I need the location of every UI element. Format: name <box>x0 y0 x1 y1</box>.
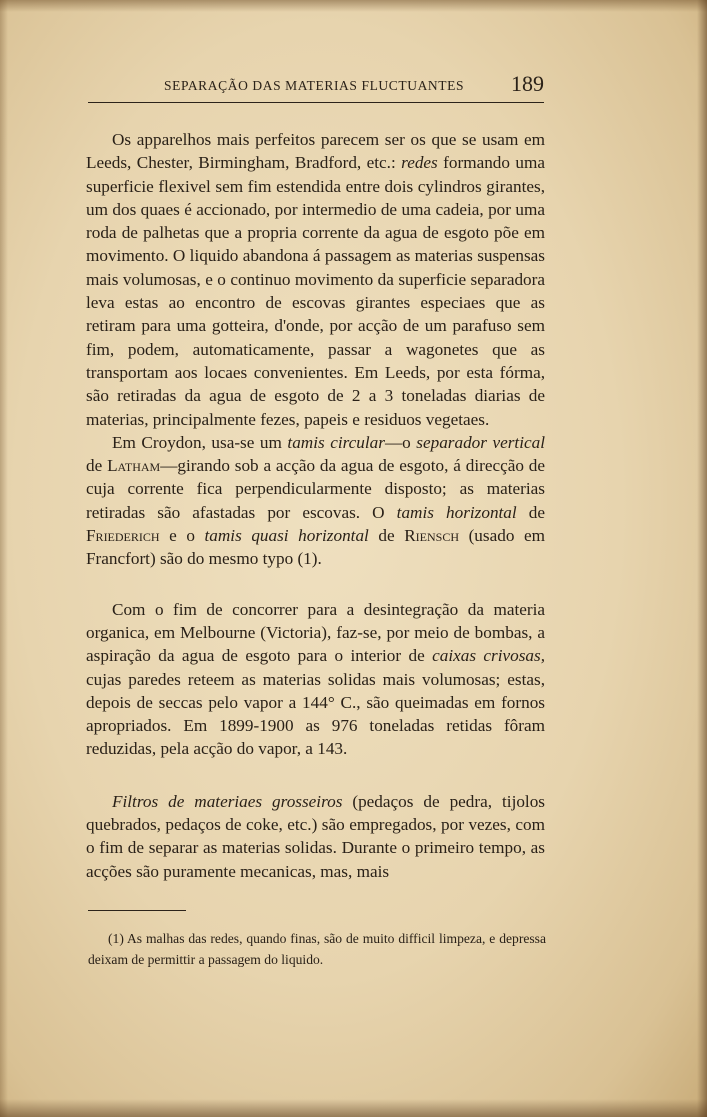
page-number: 189 <box>511 71 544 96</box>
italic-term: Filtros de materiaes grosseiros <box>112 791 343 811</box>
italic-term: tamis quasi horizontal <box>204 526 369 546</box>
footnote-text: (1) As malhas das redes, quando finas, são de muito difficil limpeza, e depressa deixam de permittir a passagem do liquido. <box>88 931 546 967</box>
author-name: Latham <box>107 456 161 476</box>
text-run: Em Croydon, usa-se um <box>112 432 288 452</box>
italic-term: tamis horizontal <box>396 502 517 522</box>
page-shadow-right <box>697 0 707 1117</box>
running-title: SEPARAÇÃO DAS MATERIAS FLUCTUANTES <box>164 78 465 93</box>
italic-term: tamis circular <box>287 432 385 452</box>
body-text <box>86 128 545 883</box>
text-run: —girando sob a acção da agua de esgoto, á direcção de cuja corrente fica perpendicularmente disposto; as materias retiradas são afastadas por escovas. O <box>86 456 545 522</box>
paragraph-2 <box>86 431 545 571</box>
text-run: (pedaços de pedra, tijolos quebrados, pedaços de coke, etc.) são empregados, por vezes, com o fim de separar as materias solidas. Durante o primeiro tempo, as acções são puramente mecanicas, mas, mais <box>86 791 545 881</box>
paragraph-1 <box>86 128 545 431</box>
paragraph-4 <box>86 790 545 883</box>
footnote <box>88 928 546 970</box>
text-run: de <box>516 502 545 522</box>
running-head <box>88 71 544 100</box>
page-shadow-left <box>0 0 8 1117</box>
text-run: e o <box>159 526 205 546</box>
paragraph-3 <box>86 598 545 761</box>
text-run: Com o fim de concorrer para a desintegração da materia organica, em Melbourne (Victoria), faz-se, por meio de bombas, a aspiração da agua de esgoto para o interior de <box>86 599 545 666</box>
header-rule <box>88 102 544 103</box>
text-run: formando uma superficie flexivel sem fim estendida entre dois cylindros girantes, um dos quaes é accionado, por intermedio de uma cadeia, por uma roda de palhetas que a propria corrente da agua de esgoto põe em movimento. O liquido abandona á passagem as materias suspensas mais volumosas, e o continuo movimento da superficie separadora leva estas ao encontro de escovas girantes especiaes que as retiram para uma gotteira, d'onde, por acção de um parafuso sem fim, podem, automaticamente, passar a wagonetes que as transportam aos locaes convenientes. Em Leeds, por esta fórma, são retiradas da agua de esgoto de 2 a 3 toneladas diarias de materias, principalmente fezes, papeis e residuos vegetaes. <box>86 153 545 429</box>
text-run: (usado em Francfort) são do mesmo typo (1). <box>86 526 545 569</box>
text-run: de <box>86 456 108 476</box>
italic-term: redes <box>401 153 438 173</box>
italic-term: caixas crivosas, <box>432 646 545 666</box>
page-shadow-bottom <box>0 1099 707 1117</box>
text-run: de <box>368 526 405 546</box>
author-name: Friederich <box>86 526 160 546</box>
page-shadow-top <box>0 0 707 12</box>
text-run: cujas paredes reteem as materias solidas mais volumosas; estas, depois de seccas pelo vapor a 144° C., são queimadas em fornos apropriados. Em 1899-1900 as 976 toneladas retidas fôram reduzidas, pela acção do vapor, a 143. <box>86 669 545 759</box>
footnote-rule <box>88 910 186 911</box>
text-run: —o <box>384 432 417 452</box>
italic-term: separador vertical <box>416 432 545 452</box>
text-run: Os apparelhos mais perfeitos parecem ser os que se usam em Leeds, Chester, Birmingham, Bradford, etc.: <box>86 130 545 173</box>
author-name: Riensch <box>404 526 460 546</box>
